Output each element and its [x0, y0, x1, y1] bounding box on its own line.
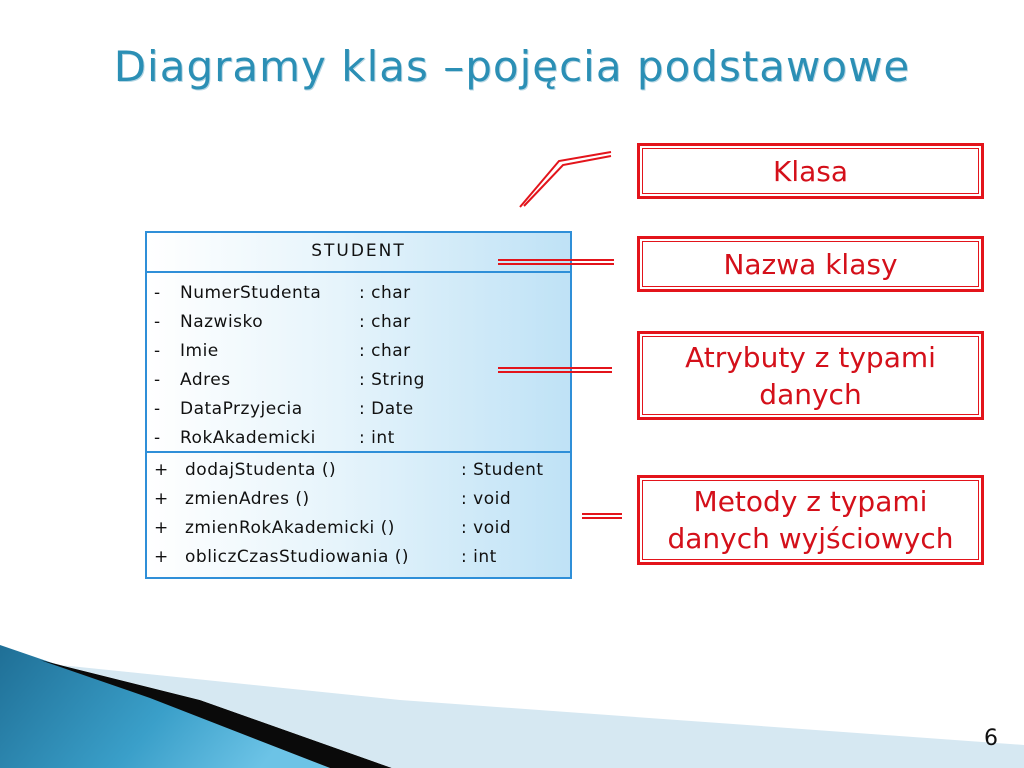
callout-klasa-text: Klasa	[772, 154, 849, 188]
attribute-visibility: -	[154, 283, 161, 303]
method-type: : void	[461, 489, 512, 509]
attribute-type: : String	[359, 370, 425, 390]
callout-metody-line2: danych wyjściowych	[667, 522, 954, 555]
method-name: dodajStudenta ()	[185, 460, 337, 480]
attribute-visibility: -	[154, 428, 161, 448]
callout-nazwa-klasy-text: Nazwa klasy	[723, 247, 898, 281]
uml-class-name: STUDENT	[147, 233, 570, 273]
method-name: obliczCzasStudiowania ()	[185, 547, 410, 567]
attribute-visibility: -	[154, 312, 161, 332]
attribute-visibility: -	[154, 399, 161, 419]
attribute-type: : Date	[359, 399, 414, 419]
callout-atrybuty-line2: danych	[759, 377, 862, 411]
attribute-type: : int	[359, 428, 395, 448]
method-type: : void	[461, 518, 512, 538]
attribute-name: RokAkademicki	[180, 428, 316, 448]
method-name: zmienAdres ()	[185, 489, 310, 509]
slide-title: Diagramy klas –pojęcia podstawowe	[113, 42, 911, 91]
method-type: : Student	[461, 460, 544, 480]
attribute-type: : char	[359, 341, 411, 361]
method-name: zmienRokAkademicki ()	[185, 518, 395, 538]
callout-metody-line1: Metody z typami	[693, 485, 928, 518]
attribute-name: Nazwisko	[180, 312, 264, 332]
attribute-name: Adres	[180, 370, 231, 390]
attribute-visibility: -	[154, 341, 161, 361]
method-type: : int	[461, 547, 497, 567]
attribute-visibility: -	[154, 370, 161, 390]
page-number: 6	[984, 726, 998, 751]
method-visibility: +	[154, 547, 169, 567]
attribute-name: DataPrzyjecia	[180, 399, 303, 419]
attribute-type: : char	[359, 283, 411, 303]
method-visibility: +	[154, 518, 169, 538]
attribute-type: : char	[359, 312, 411, 332]
method-visibility: +	[154, 489, 169, 509]
attribute-name: NumerStudenta	[180, 283, 322, 303]
callout-atrybuty-line1: Atrybuty z typami	[685, 340, 936, 374]
attribute-name: Imie	[180, 341, 219, 361]
method-visibility: +	[154, 460, 169, 480]
